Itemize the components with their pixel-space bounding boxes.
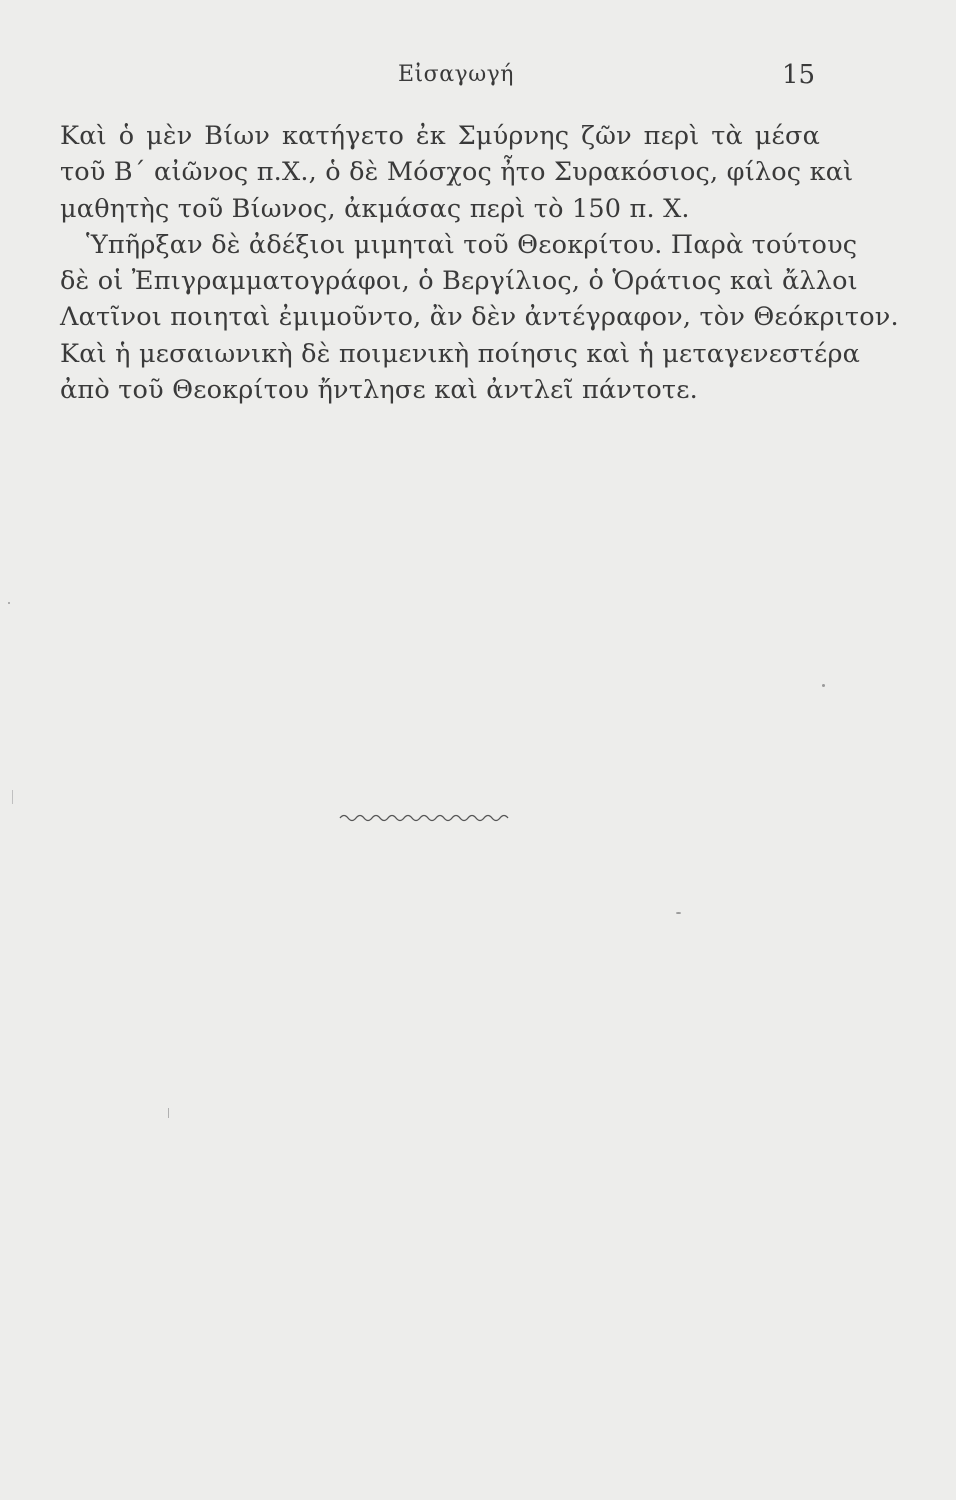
text-line: ἀπὸ τοῦ Θεοκρίτου ἤντλησε καὶ ἀντλεῖ πάντοτε. (60, 375, 698, 406)
text-line: δὲ οἱ Ἐπιγραμματογράφοι, ὁ Βεργίλιος, ὁ Ὁράτιος καὶ ἄλλοι (60, 266, 858, 297)
running-title: Εἰσαγωγή (398, 62, 514, 87)
paper-speck (168, 1108, 169, 1118)
paper-speck (822, 684, 825, 687)
text-line: Λατῖνοι ποιηταὶ ἐμιμοῦντο, ἂν δὲν ἀντέγραφον, τὸν Θεόκριτον. (60, 302, 899, 333)
paper-speck (676, 912, 681, 914)
running-head (0, 60, 956, 94)
body-text (60, 118, 899, 408)
text-line: Καὶ ἡ μεσαιωνικὴ δὲ ποιμενικὴ ποίησις καὶ ἡ μεταγενεστέρα (60, 338, 861, 369)
page-number: 15 (782, 60, 816, 90)
text-line: μαθητὴς τοῦ Βίωνος, ἀκμάσας περὶ τὸ 150 π. Χ. (60, 193, 690, 224)
text-line: Ὑπῆρξαν δὲ ἀδέξιοι μιμηταὶ τοῦ Θεοκρίτου. Παρὰ τούτους (86, 229, 858, 260)
text-line: τοῦ Β΄ αἰῶνος π.Χ., ὁ δὲ Μόσχος ἦτο Συρακόσιος, φίλος καὶ (60, 157, 854, 188)
wavy-rule-icon (338, 812, 514, 828)
text-line: Καὶ ὁ μὲν Βίων κατήγετο ἐκ Σμύρνης ζῶν περὶ τὰ μέσα (60, 121, 820, 151)
paper-speck (12, 790, 13, 804)
paper-speck (8, 602, 10, 604)
